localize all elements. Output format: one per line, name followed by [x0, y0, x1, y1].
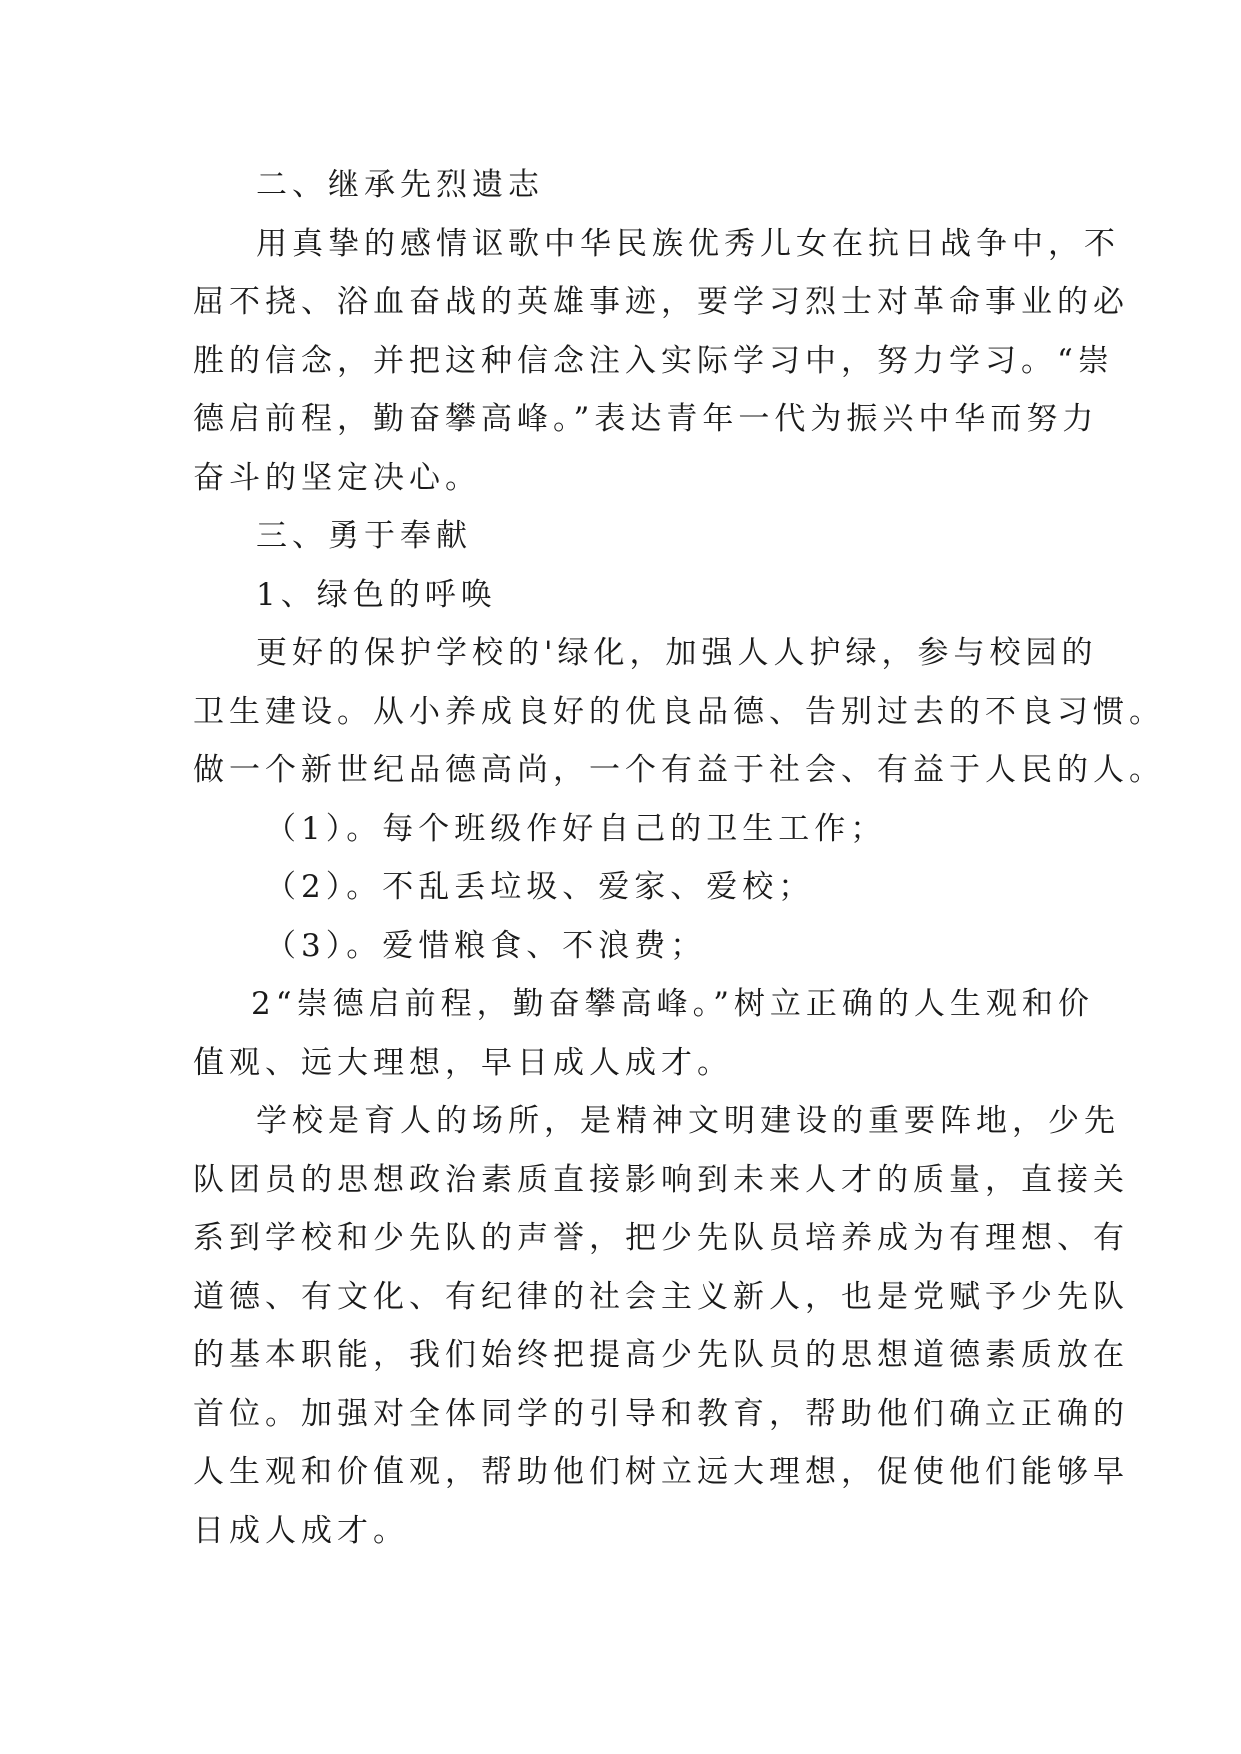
- paragraph-line: 队团员的思想政治素质直接影响到未来人才的质量，直接关: [193, 1161, 1129, 1198]
- section-heading-2: 二、继承先烈遗志: [256, 167, 544, 203]
- paragraph-line: 奋斗的坚定决心。: [193, 459, 481, 496]
- paragraph-line: 做一个新世纪品德高尚，一个有益于社会、有益于人民的人。: [193, 752, 1165, 788]
- paragraph-line: 卫生建设。从小养成良好的优良品德、告别过去的不良习惯。: [193, 693, 1165, 730]
- paragraph-line: 首位。加强对全体同学的引导和教育，帮助他们确立正确的: [193, 1395, 1129, 1432]
- subsection-heading-1: 1、绿色的呼唤: [256, 576, 497, 613]
- paragraph-line: 的基本职能，我们始终把提高少先队员的思想道德素质放在: [193, 1337, 1129, 1373]
- list-item-1: （1）。每个班级作好自己的卫生工作；: [265, 810, 887, 847]
- paragraph-line: 道德、有文化、有纪律的社会主义新人，也是党赋予少先队: [193, 1278, 1129, 1315]
- list-item-3: （3）。爱惜粮食、不浪费；: [265, 927, 707, 964]
- paragraph-line: 屈不挠、浴血奋战的英雄事迹，要学习烈士对革命事业的必: [193, 284, 1129, 320]
- paragraph-line: 人生观和价值观，帮助他们树立远大理想，促使他们能够早: [193, 1454, 1129, 1490]
- paragraph-line: 学校是育人的场所，是精神文明建设的重要阵地，少先: [256, 1103, 1120, 1139]
- paragraph-line: 德启前程，勤奋攀高峰。”表达青年一代为振兴中华而努力: [193, 401, 1099, 437]
- list-item-2: （2）。不乱丢垃圾、爱家、爱校；: [265, 869, 815, 905]
- document-body: [193, 156, 1165, 1560]
- paragraph-line: 值观、远大理想，早日成人成才。: [193, 1044, 733, 1081]
- subsection-heading-2: 2“崇德启前程，勤奋攀高峰。”树立正确的人生观和价: [251, 986, 1094, 1022]
- paragraph-line: 日成人成才。: [193, 1512, 409, 1549]
- paragraph-line: 胜的信念，并把这种信念注入实际学习中，努力学习。“崇: [193, 342, 1114, 379]
- section-heading-3: 三、勇于奉献: [256, 518, 472, 554]
- paragraph-line: 用真挚的感情讴歌中华民族优秀儿女在抗日战争中，不: [256, 225, 1120, 262]
- paragraph-line: 系到学校和少先队的声誉，把少先队员培养成为有理想、有: [193, 1220, 1129, 1256]
- paragraph-line: 更好的保护学校的'绿化，加强人人护绿，参与校园的: [256, 635, 1098, 671]
